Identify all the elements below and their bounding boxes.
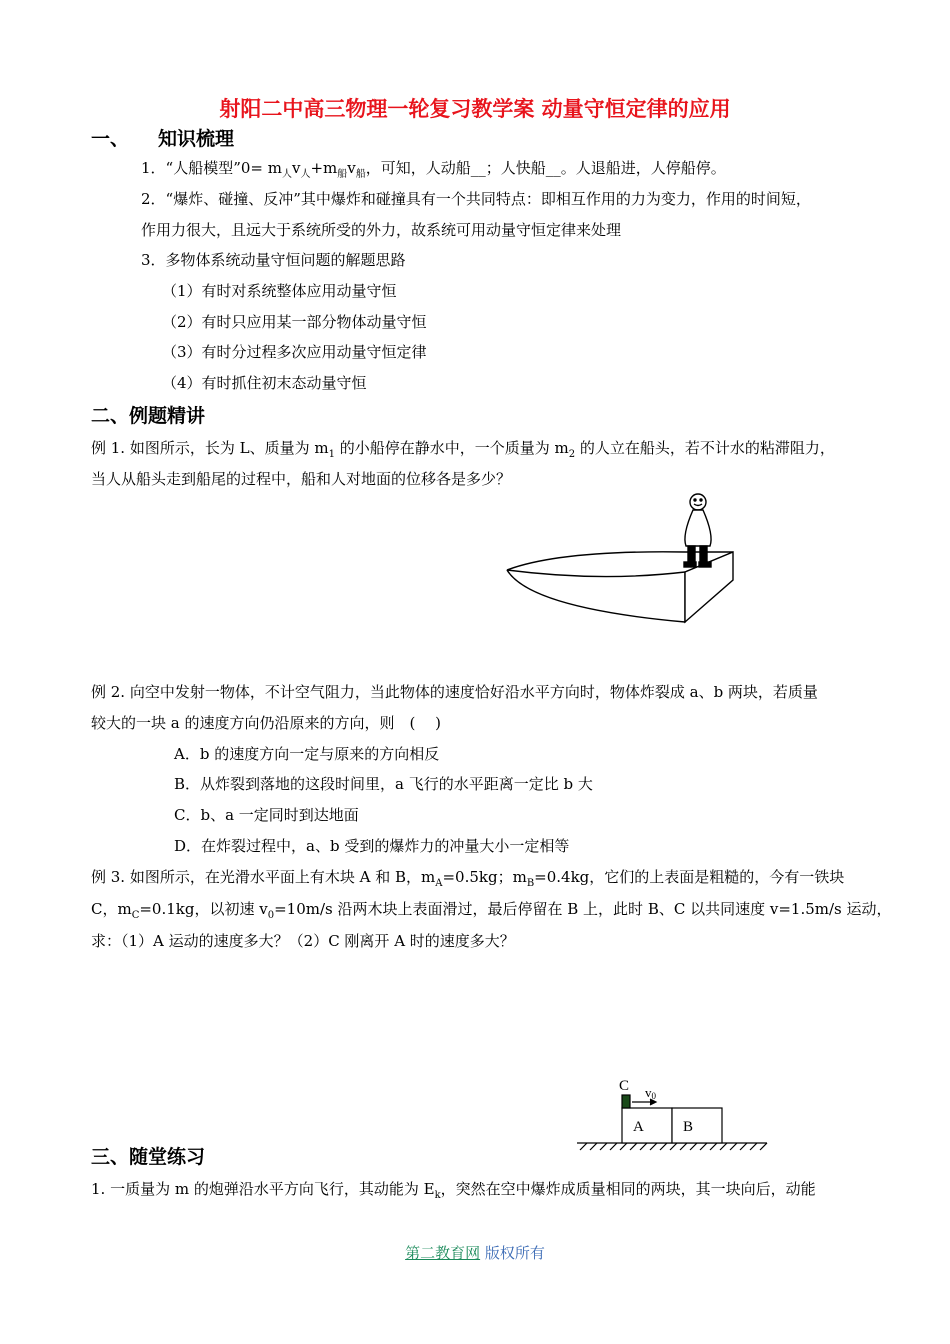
- ground-hatching: [580, 1143, 767, 1150]
- example-2-option-b: B．从炸裂到落地的这段时间里，a 飞行的水平距离一定比 b 大: [174, 775, 593, 793]
- knowledge-item-4: （4）有时抓住初末态动量守恒: [162, 374, 367, 392]
- block-b: [672, 1108, 722, 1143]
- label-b: B: [683, 1119, 694, 1135]
- example-3-line1: 例 3. 如图所示，在光滑水平面上有木块 A 和 B，$m_A=0.5kg$；$m_B=0.4kg$，它们的上表面是粗糙的，今有一铁块: [91, 868, 845, 889]
- section-3-heading: 三、随堂练习: [91, 1146, 206, 1168]
- example-3-line2: C，$m_C=0.1kg$，以初速 $v_0=10m/s$ 沿两木块上表面滑过，最后停留在 B 上，此时 B、C 以共同速度 v=1.5m/s 运动，: [91, 900, 892, 921]
- block-a: [622, 1108, 672, 1143]
- footer-link[interactable]: 第二教育网: [405, 1244, 481, 1262]
- blocks-figure: [572, 1075, 772, 1155]
- label-c: C: [619, 1078, 630, 1094]
- knowledge-point-3: 3．多物体系统动量守恒问题的解题思路: [141, 251, 406, 269]
- example-2-option-d: D．在炸裂过程中，a、b 受到的爆炸力的冲量大小一定相等: [174, 837, 570, 855]
- footer-copyright: 版权所有: [480, 1244, 545, 1262]
- practice-1-line1: 1. 一质量为 m 的炮弹沿水平方向飞行，其动能为 $E_k$，突然在空中爆炸成质量相同的两块，其一块向后，动能: [91, 1180, 816, 1201]
- boat-hull: [507, 570, 685, 622]
- example-2-option-a: A．b 的速度方向一定与原来的方向相反: [174, 745, 440, 763]
- knowledge-point-2-line1: 2．“爆炸、碰撞、反冲”其中爆炸和碰撞具有一个共同特点：即相互作用的力为变力，作用的时间短，: [141, 190, 811, 208]
- example-3-line3: 求：（1）A 运动的速度多大？（2）C 刚离开 A 时的速度多大？: [91, 932, 515, 950]
- example-2-option-c: C．b、a 一定同时到达地面: [174, 806, 359, 824]
- section-1-number: 一、: [91, 128, 130, 150]
- knowledge-item-1: （1）有时对系统整体应用动量守恒: [162, 282, 397, 300]
- knowledge-item-3: （3）有时分过程多次应用动量守恒定律: [162, 343, 427, 361]
- knowledge-point-2-line2: 作用力很大，且远大于系统所受的外力，故系统可用动量守恒定律来处理: [141, 221, 622, 239]
- knowledge-point-1: 1．“人船模型”0= $m_人v_人+m_船v_船$，可知，人动船__；人快船__。人退船进，人停船停。: [141, 159, 726, 180]
- label-v0: v0: [645, 1085, 656, 1101]
- footer: [0, 1242, 950, 1263]
- block-c: [622, 1095, 630, 1108]
- example-2-line2: 较大的一块 a 的速度方向仍沿原来的方向，则 ( ): [91, 714, 441, 732]
- example-2-line1: 例 2. 向空中发射一物体，不计空气阻力，当此物体的速度恰好沿水平方向时，物体炸裂成 a、b 两块，若质量: [91, 683, 818, 701]
- section-1-heading: 知识梳理: [158, 128, 235, 150]
- example-1-line1: 例 1. 如图所示，长为 L、质量为 $m_1$ 的小船停在静水中，一个质量为 $m_2$ 的人立在船头，若不计水的粘滞阻力，: [91, 439, 835, 460]
- example-1-line2: 当人从船头走到船尾的过程中，船和人对地面的位移各是多少？: [91, 470, 512, 488]
- label-a: A: [633, 1119, 644, 1135]
- boat-figure: [500, 490, 745, 630]
- section-2-heading: 二、例题精讲: [91, 405, 206, 427]
- knowledge-item-2: （2）有时只应用某一部分物体动量守恒: [162, 313, 427, 331]
- document-title: 射阳二中高三物理一轮复习教学案 动量守恒定律的应用: [219, 97, 731, 121]
